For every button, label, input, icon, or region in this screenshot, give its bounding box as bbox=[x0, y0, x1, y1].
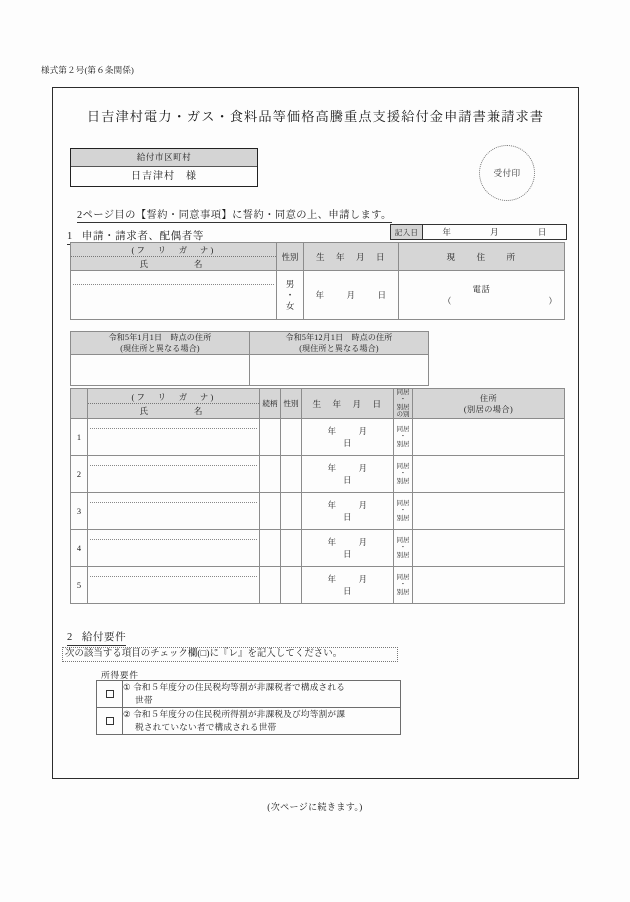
checkbox-icon[interactable] bbox=[106, 690, 114, 698]
footer-note: (次ページに続きます。) bbox=[267, 802, 363, 812]
household-header-row bbox=[71, 389, 565, 419]
household-row-4-birth[interactable] bbox=[302, 530, 394, 567]
requirement-2-checkbox-cell[interactable] bbox=[97, 708, 123, 735]
requirement-1-line1: 令和５年度分の住民税均等割が非課税者で構成される bbox=[132, 682, 346, 692]
applicant-name-label: 氏 名 bbox=[139, 258, 208, 269]
household-row-1-birth-month: 月 bbox=[358, 427, 368, 437]
household-row-1-relation[interactable] bbox=[260, 419, 281, 456]
applicant-furigana-label: (フ リ ガ ナ) bbox=[71, 244, 276, 257]
section2-heading bbox=[67, 629, 126, 646]
municipality-header: 給付市区町村 bbox=[71, 149, 257, 167]
requirement-1-number: ① bbox=[123, 682, 131, 692]
household-row-4-name[interactable] bbox=[88, 530, 260, 567]
household-row-1-sex[interactable] bbox=[281, 419, 302, 456]
household-row-4-birth-year: 年 bbox=[327, 538, 337, 548]
requirement-1-checkbox-cell[interactable] bbox=[97, 681, 123, 708]
applicant-birth-input[interactable] bbox=[304, 271, 399, 320]
household-row-4-cohabit[interactable]: 同居 ・ 別居 bbox=[394, 530, 413, 567]
receipt-stamp-circle bbox=[479, 145, 535, 201]
household-cohabit-header-line3: 別居 bbox=[396, 403, 410, 411]
applicant-birth-month: 月 bbox=[346, 291, 356, 300]
prior-address-2023-01-line2: (現住所と異なる場合) bbox=[120, 344, 200, 353]
household-name-header-cell bbox=[88, 389, 260, 419]
applicant-birth-header: 生 年 月 日 bbox=[304, 243, 399, 271]
applicant-table bbox=[70, 242, 575, 320]
household-row-5-name[interactable] bbox=[88, 567, 260, 604]
applicant-address-header: 現 住 所 bbox=[399, 243, 565, 271]
table-row bbox=[71, 456, 565, 493]
household-row-1-number: 1 bbox=[71, 419, 88, 456]
household-cohabit-header-line1: 同居 bbox=[396, 389, 410, 396]
prior-address-header-row bbox=[71, 332, 429, 355]
requirement-row-2 bbox=[97, 708, 401, 735]
household-row-1-address[interactable] bbox=[413, 419, 565, 456]
table-row bbox=[71, 530, 565, 567]
requirement-2-number: ② bbox=[123, 709, 131, 719]
household-row-5-birth-month: 月 bbox=[358, 575, 368, 585]
household-row-2-birth-month: 月 bbox=[358, 464, 368, 474]
household-furigana-label: (フ リ ガ ナ) bbox=[88, 391, 259, 404]
section2-title: 給付要件 bbox=[81, 632, 127, 643]
municipality-box bbox=[70, 148, 258, 187]
checkbox-instruction: 次の該当する項目のチェック欄(□)に『レ』を記入してください。 bbox=[62, 647, 398, 662]
household-row-5-birth-day: 日 bbox=[343, 587, 352, 597]
table-row bbox=[71, 567, 565, 604]
household-row-2-birth[interactable] bbox=[302, 456, 394, 493]
entry-date-label: 記入日 bbox=[391, 225, 423, 239]
entry-date-day: 日 bbox=[537, 228, 547, 237]
section2-number: 2 bbox=[67, 632, 73, 643]
applicant-phone-paren: （ ） bbox=[443, 297, 575, 306]
page-title: 日吉津村電力・ガス・食料品等価格高騰重点支援給付金申請書兼請求書 bbox=[86, 109, 545, 124]
applicant-birth-year: 年 bbox=[315, 291, 325, 300]
household-cohabit-header-line4: の別 bbox=[396, 410, 410, 418]
household-row-5-birth[interactable] bbox=[302, 567, 394, 604]
checkbox-icon[interactable] bbox=[106, 717, 114, 725]
municipality-name: 日吉津村 様 bbox=[71, 167, 257, 186]
household-row-2-cohabit[interactable]: 同居 ・ 別居 bbox=[394, 456, 413, 493]
household-row-2-relation[interactable] bbox=[260, 456, 281, 493]
household-row-5-birth-year: 年 bbox=[327, 575, 337, 585]
household-address-header-line1: 住所 bbox=[479, 393, 498, 403]
applicant-input-row bbox=[71, 271, 565, 320]
requirements-table bbox=[96, 680, 401, 735]
household-member-table bbox=[70, 388, 565, 604]
section1-number: 1 bbox=[67, 231, 73, 242]
household-sex-header: 性別 bbox=[281, 389, 302, 419]
pledge-statement: 2ページ目の【誓約・同意事項】に誓約・同意の上、申請します。 bbox=[77, 206, 392, 223]
household-row-4-birth-day: 日 bbox=[343, 550, 352, 560]
household-row-4-sex[interactable] bbox=[281, 530, 302, 567]
prior-address-2023-12-input[interactable] bbox=[250, 355, 429, 386]
household-row-2-birth-day: 日 bbox=[343, 476, 352, 486]
household-row-4-number: 4 bbox=[71, 530, 88, 567]
household-address-header bbox=[413, 389, 565, 419]
applicant-phone-label: 電話 bbox=[472, 285, 491, 294]
household-row-1-name[interactable] bbox=[88, 419, 260, 456]
household-row-2-address[interactable] bbox=[413, 456, 565, 493]
household-birth-header: 生 年 月 日 bbox=[302, 389, 394, 419]
prior-address-2023-01-input[interactable] bbox=[71, 355, 250, 386]
household-row-2-name[interactable] bbox=[88, 456, 260, 493]
prior-address-2023-12-line1: 令和5年12月1日 時点の住所 bbox=[285, 333, 393, 342]
household-row-5-cohabit[interactable]: 同居 ・ 別居 bbox=[394, 567, 413, 604]
requirement-1-line2: 世帯 bbox=[135, 695, 153, 705]
receipt-stamp-label: 受付印 bbox=[493, 168, 521, 178]
section1-title: 申請・請求者、配偶者等 bbox=[81, 231, 204, 242]
household-row-5-address[interactable] bbox=[413, 567, 565, 604]
household-row-3-relation[interactable] bbox=[260, 493, 281, 530]
household-address-header-line2: (別居の場合) bbox=[463, 404, 514, 414]
form-number: 様式第２号(第６条関係) bbox=[41, 65, 135, 75]
household-row-3-sex[interactable] bbox=[281, 493, 302, 530]
applicant-name-input[interactable] bbox=[71, 271, 277, 320]
prior-address-2023-01-header bbox=[71, 332, 250, 355]
requirement-2-line1: 令和５年度分の住民税所得割が非課税及び均等割が課 bbox=[132, 709, 346, 719]
table-row bbox=[71, 419, 565, 456]
applicant-sex-input[interactable]: 男 ・ 女 bbox=[277, 271, 304, 320]
household-row-5-number: 5 bbox=[71, 567, 88, 604]
household-row-3-cohabit[interactable]: 同居 ・ 別居 bbox=[394, 493, 413, 530]
household-row-2-birth-year: 年 bbox=[327, 464, 337, 474]
household-row-2-sex[interactable] bbox=[281, 456, 302, 493]
income-requirement-label: 所得要件 bbox=[101, 670, 139, 680]
applicant-birth-day: 日 bbox=[377, 291, 387, 300]
prior-address-2023-12-header bbox=[250, 332, 429, 355]
household-row-4-relation[interactable] bbox=[260, 530, 281, 567]
table-row bbox=[71, 493, 565, 530]
requirement-row-1 bbox=[97, 681, 401, 708]
household-row-3-birth-month: 月 bbox=[358, 501, 368, 511]
applicant-address-input[interactable] bbox=[399, 271, 575, 320]
household-row-2-number: 2 bbox=[71, 456, 88, 493]
applicant-name-header-cell bbox=[71, 243, 277, 271]
household-row-5-sex[interactable] bbox=[281, 567, 302, 604]
requirement-1-text bbox=[123, 681, 401, 708]
household-row-3-number: 3 bbox=[71, 493, 88, 530]
household-row-5-relation[interactable] bbox=[260, 567, 281, 604]
requirement-2-line2: 税されていない者で構成される世帯 bbox=[135, 722, 277, 732]
household-row-1-birth-year: 年 bbox=[327, 427, 337, 437]
household-row-3-birth[interactable] bbox=[302, 493, 394, 530]
entry-date-box bbox=[390, 224, 567, 240]
household-row-4-address[interactable] bbox=[413, 530, 565, 567]
household-row-1-cohabit[interactable]: 同居 ・ 別居 bbox=[394, 419, 413, 456]
household-cohabit-header bbox=[394, 389, 413, 419]
applicant-header-row bbox=[71, 243, 565, 271]
prior-address-2023-12-line2: (現住所と異なる場合) bbox=[299, 344, 379, 353]
form-frame bbox=[52, 87, 579, 779]
prior-address-input-row bbox=[71, 355, 429, 386]
applicant-sex-header: 性別 bbox=[277, 243, 304, 271]
household-cohabit-header-line2: ・ bbox=[399, 396, 407, 404]
household-row-4-birth-month: 月 bbox=[358, 538, 368, 548]
household-row-3-address[interactable] bbox=[413, 493, 565, 530]
entry-date-year: 年 bbox=[442, 228, 452, 237]
household-row-1-birth[interactable] bbox=[302, 419, 394, 456]
household-row-3-birth-year: 年 bbox=[327, 501, 337, 511]
household-rownum-header bbox=[71, 389, 88, 419]
household-name-label: 氏 名 bbox=[139, 405, 208, 416]
household-row-1-birth-day: 日 bbox=[343, 439, 352, 449]
entry-date-fields[interactable] bbox=[423, 225, 566, 239]
prior-address-table bbox=[70, 331, 429, 386]
household-row-3-name[interactable] bbox=[88, 493, 260, 530]
household-row-3-birth-day: 日 bbox=[343, 513, 352, 523]
requirement-2-text bbox=[123, 708, 401, 735]
prior-address-2023-01-line1: 令和5年1月1日 時点の住所 bbox=[108, 333, 212, 342]
entry-date-month: 月 bbox=[490, 228, 499, 237]
household-relation-header: 続柄 bbox=[260, 389, 281, 419]
